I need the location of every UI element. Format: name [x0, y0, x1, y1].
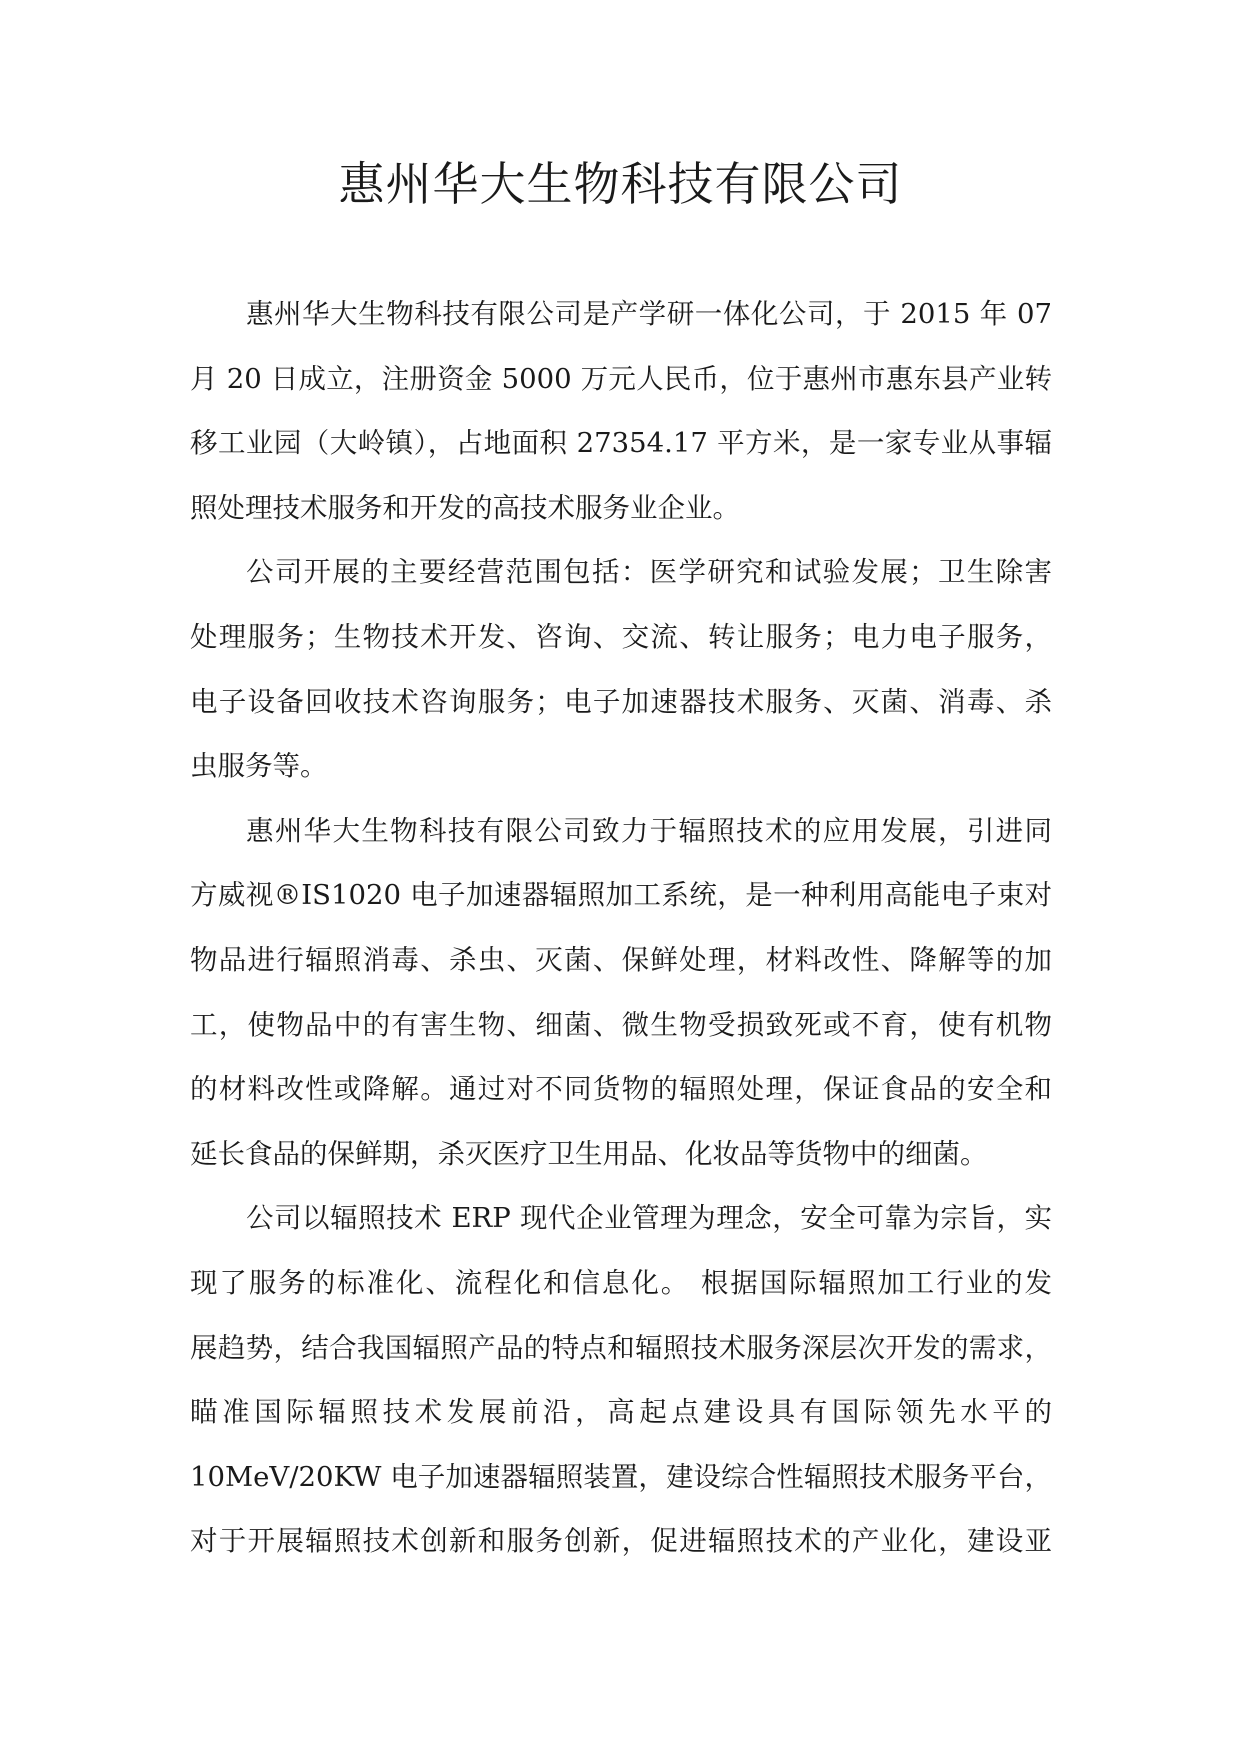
paragraph-line: 月 20 日成立，注册资金 5000 万元人民币，位于惠州市惠东县产业转 [190, 362, 1052, 395]
paragraph-line: 工，使物品中的有害生物、细菌、微生物受损致死或不育，使有机物 [190, 1008, 1052, 1041]
paragraph-management-philosophy [190, 1186, 1052, 1574]
paragraph-irradiation-tech [190, 799, 1052, 1187]
paragraph-line: 惠州华大生物科技有限公司致力于辐照技术的应用发展，引进同 [246, 814, 1052, 847]
paragraph-line: 展趋势，结合我国辐照产品的特点和辐照技术服务深层次开发的需求， [190, 1331, 1052, 1364]
paragraph-line: 处理服务；生物技术开发、咨询、交流、转让服务；电力电子服务， [190, 620, 1052, 653]
paragraph-line: 瞄准国际辐照技术发展前沿，高起点建设具有国际领先水平的 [190, 1396, 1052, 1429]
paragraph-line: 10MeV/20KW 电子加速器辐照装置，建设综合性辐照技术服务平台， [190, 1460, 1052, 1493]
paragraph-line: 现了服务的标准化、流程化和信息化。 根据国际辐照加工行业的发 [190, 1266, 1052, 1299]
paragraph-line: 对于开展辐照技术创新和服务创新，促进辐照技术的产业化，建设亚 [190, 1525, 1052, 1558]
paragraph-line: 公司以辐照技术 ERP 现代企业管理为理念，安全可靠为宗旨，实 [246, 1202, 1052, 1235]
paragraph-line: 延长食品的保鲜期，杀灭医疗卫生用品、化妆品等货物中的细菌。 [190, 1137, 988, 1170]
paragraph-business-scope [190, 540, 1052, 798]
paragraph-line: 公司开展的主要经营范围包括：医学研究和试验发展；卫生除害 [246, 556, 1052, 589]
paragraph-line: 惠州华大生物科技有限公司是产学研一体化公司，于 2015 年 07 [246, 298, 1052, 330]
paragraph-line: 照处理技术服务和开发的高技术服务业企业。 [190, 491, 740, 524]
paragraph-line: 移工业园（大岭镇），占地面积 27354.17 平方米，是一家专业从事辐 [190, 427, 1052, 460]
document-body [190, 282, 1052, 1574]
paragraph-company-intro [190, 282, 1052, 540]
paragraph-line: 的材料改性或降解。通过对不同货物的辐照处理，保证食品的安全和 [190, 1073, 1052, 1106]
paragraph-line: 物品进行辐照消毒、杀虫、灭菌、保鲜处理，材料改性、降解等的加 [190, 943, 1052, 976]
document-title: 惠州华大生物科技有限公司 [338, 157, 903, 211]
paragraph-line: 电子设备回收技术咨询服务；电子加速器技术服务、灭菌、消毒、杀 [190, 685, 1052, 718]
paragraph-line: 虫服务等。 [190, 750, 328, 783]
paragraph-line: 方威视®IS1020 电子加速器辐照加工系统，是一种利用高能电子束对 [190, 879, 1052, 912]
